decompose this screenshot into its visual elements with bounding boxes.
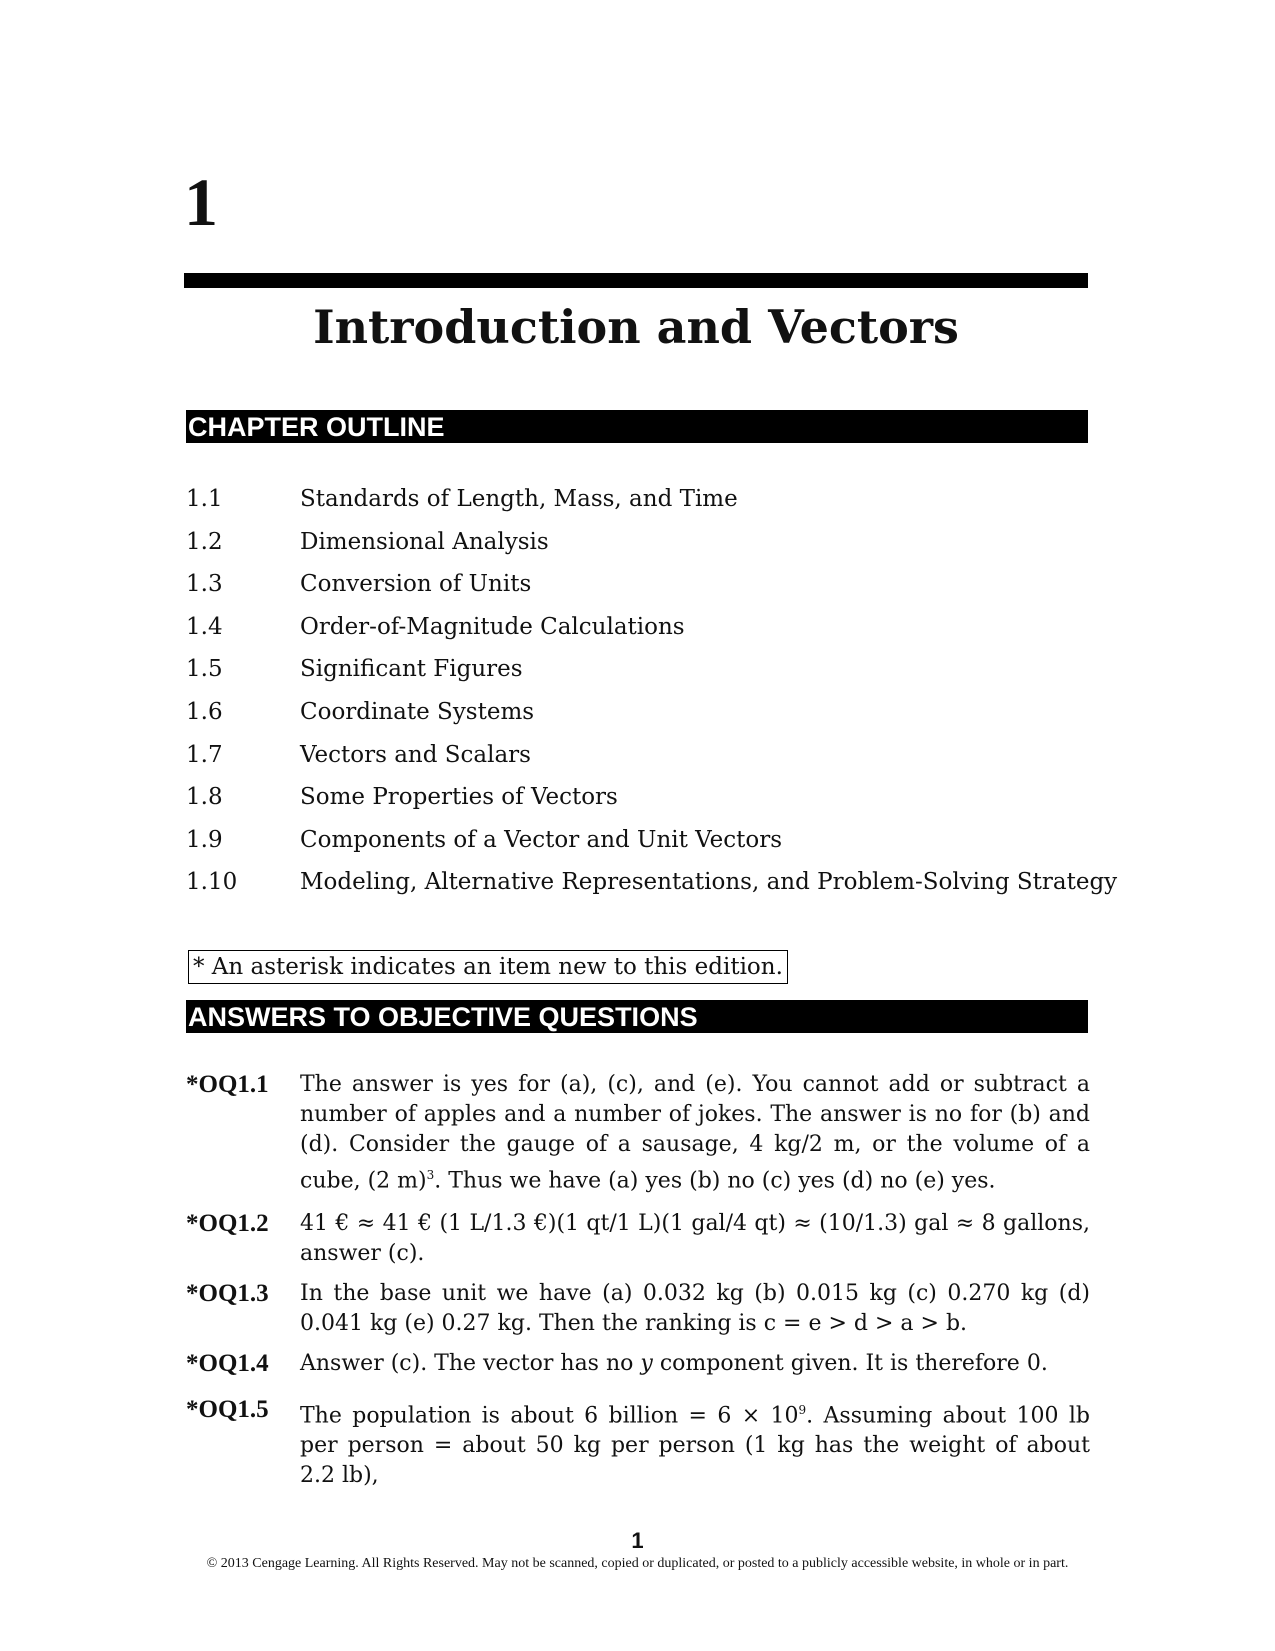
question-label: *OQ1.5 [186, 1396, 269, 1423]
question-label: *OQ1.2 [186, 1210, 269, 1237]
answer-text-part: The answer is yes for (a), (c), and (e). You cannot add or subtract a number of apples and a number of jokes. The answer is no for (b) and (d). Consider the gauge of a sausage, 4 kg/2 m, or the volume of a cube, (2 m) [300, 1072, 1090, 1194]
outline-item [186, 819, 1090, 862]
outline-item-title: Coordinate Systems [300, 698, 535, 725]
outline-item [186, 521, 1090, 564]
outline-item [186, 563, 1090, 606]
outline-item-title: Standards of Length, Mass, and Time [300, 486, 738, 512]
page-number: 1 [631, 1528, 644, 1553]
question-label: *OQ1.4 [186, 1350, 269, 1377]
outline-item-number: 1.2 [186, 528, 223, 555]
outline-item-title: Conversion of Units [300, 571, 532, 598]
answer-text-part: component given. It is therefore 0. [652, 1351, 1048, 1376]
outline-item-title: Dimensional Analysis [300, 528, 549, 555]
outline-item-number: 1.1 [186, 486, 223, 512]
copyright-notice: © 2013 Cengage Learning. All Rights Reserved. May not be scanned, copied or duplicated, or posted to a publicly accessible website, in whole or in part. [206, 1556, 1069, 1571]
outline-item-number: 1.8 [186, 784, 223, 811]
chapter-rule [184, 273, 1088, 288]
outline-item-number: 1.6 [186, 698, 223, 725]
outline-item-title: Order-of-Magnitude Calculations [300, 613, 685, 640]
outline-item-number: 1.4 [186, 613, 223, 640]
outline-item-title: Components of a Vector and Unit Vectors [300, 826, 783, 853]
answer-text: 41 € ≈ 41 € (1 L/1.3 €)(1 qt/1 L)(1 gal/4 qt) ≈ (10/1.3) gal ≈ 8 gallons, answer (c). [300, 1211, 1090, 1266]
outline-item [186, 606, 1090, 649]
outline-item-number: 1.5 [186, 656, 223, 683]
chapter-outline-list [186, 478, 1118, 904]
outline-item [186, 691, 1090, 734]
asterisk-note-box: * An asterisk indicates an item new to this edition. [188, 950, 788, 984]
outline-item-title: Vectors and Scalars [300, 741, 531, 768]
answer-text [300, 1395, 1090, 1491]
chapter-number: 1 [184, 164, 218, 240]
question-label: *OQ1.1 [186, 1071, 269, 1098]
answer-text-part: . Assuming about 100 lb per person = about 50 kg per person (1 kg has the weight of about 2.2 lb), [300, 1403, 1090, 1489]
outline-item [186, 478, 1090, 521]
variable: y [640, 1351, 653, 1376]
superscript: 9 [798, 1403, 807, 1417]
chapter-outline-heading: CHAPTER OUTLINE [186, 410, 1088, 443]
outline-item [186, 861, 1118, 904]
outline-item-title: Modeling, Alternative Representations, and Problem-Solving Strategy [300, 869, 1118, 896]
answer-text [300, 1070, 1090, 1196]
answers-heading: ANSWERS TO OBJECTIVE QUESTIONS [186, 1000, 1088, 1033]
outline-item [186, 648, 1090, 691]
question-label: *OQ1.3 [186, 1280, 269, 1307]
outline-item-number: 1.3 [186, 571, 223, 598]
outline-item-title: Some Properties of Vectors [300, 784, 618, 811]
answer-text [300, 1349, 1090, 1379]
superscript: 3 [426, 1168, 435, 1182]
answer-text-part: Answer (c). The vector has no [300, 1351, 641, 1376]
outline-item-title: Significant Figures [300, 656, 523, 683]
outline-item-number: 1.10 [186, 869, 238, 896]
answer-text-part: . Thus we have (a) yes (b) no (c) yes (d) no (e) yes. [434, 1168, 996, 1194]
answer-text: In the base unit we have (a) 0.032 kg (b) 0.015 kg (c) 0.270 kg (d) 0.041 kg (e) 0.27 kg. Then the ranking is c = e > d > a > b. [300, 1281, 1090, 1336]
outline-item [186, 734, 1090, 777]
outline-item [186, 776, 1090, 819]
chapter-title: Introduction and Vectors [313, 300, 959, 354]
answer-text-part: The population is about 6 billion = 6 × 10 [300, 1403, 799, 1429]
outline-item-number: 1.9 [186, 826, 223, 853]
outline-item-number: 1.7 [186, 741, 223, 768]
